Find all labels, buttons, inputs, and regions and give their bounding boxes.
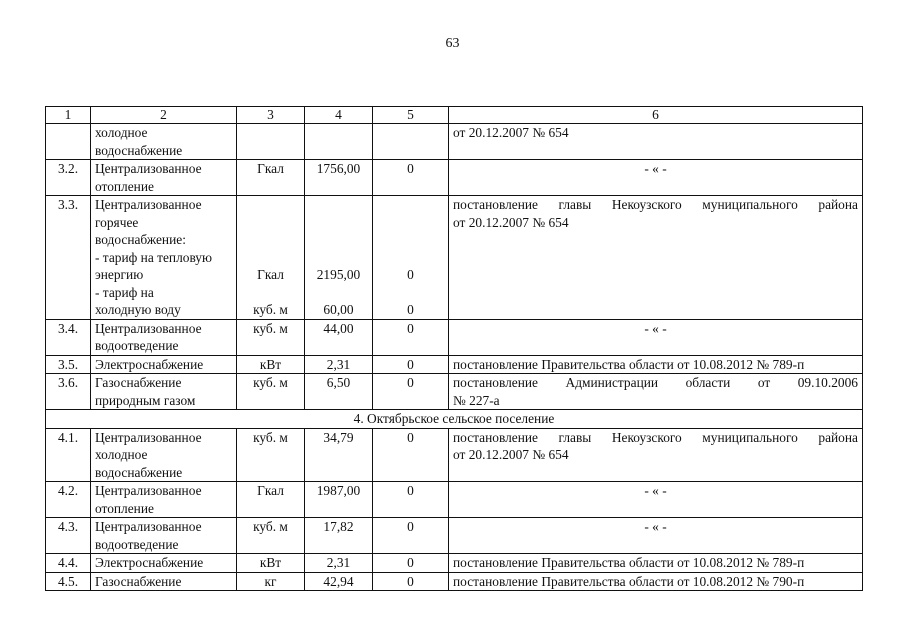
- row-number: 4.3.: [46, 518, 91, 554]
- legal-basis: [449, 374, 863, 410]
- unit-of-measure-line: [241, 231, 300, 249]
- unit-of-measure-line: куб. м: [253, 302, 288, 317]
- legal-basis: [449, 572, 863, 591]
- legal-basis: [449, 319, 863, 355]
- service-name-line: Газоснабжение: [95, 573, 182, 589]
- service-name-line: холодное: [95, 125, 148, 140]
- legal-basis-line: постановление главы Некоузского муниципального района: [453, 197, 858, 212]
- rate-value-line: 0: [407, 161, 414, 176]
- header-cell-3: 3: [237, 107, 305, 124]
- service-name-line: водоотведение: [95, 536, 179, 552]
- rate-value: [373, 482, 449, 518]
- rate-value-line: 0: [407, 302, 414, 317]
- service-name-line: Централизованное: [95, 197, 202, 212]
- table-row: [46, 196, 863, 320]
- consumption-value-line: [309, 284, 368, 302]
- legal-basis-line: - « -: [644, 519, 667, 534]
- consumption-value: [305, 160, 373, 196]
- header-cell-5: 5: [373, 107, 449, 124]
- rate-value-line: 0: [407, 483, 414, 498]
- unit-of-measure: [237, 572, 305, 591]
- legal-basis: [449, 124, 863, 160]
- rate-value: [373, 124, 449, 160]
- legal-basis-line: постановление главы Некоузского муниципального района: [453, 429, 858, 445]
- service-name-line: Централизованное: [95, 483, 202, 498]
- rate-value-line: 0: [407, 356, 414, 372]
- table-row: [46, 572, 863, 591]
- consumption-value-line: [309, 214, 368, 232]
- header-cell-4: 4: [305, 107, 373, 124]
- consumption-value-line: 1756,00: [316, 161, 361, 176]
- unit-of-measure-line: Гкал: [257, 483, 284, 498]
- legal-basis-line: постановление Правительства области от 10.08.2012 № 790-п: [453, 573, 805, 589]
- legal-basis: [449, 482, 863, 518]
- unit-of-measure: [237, 518, 305, 554]
- legal-basis: [449, 518, 863, 554]
- table-row: [46, 374, 863, 410]
- service-name-line: природным газом: [95, 392, 196, 408]
- unit-of-measure-line: кВт: [259, 356, 282, 372]
- consumption-value-line: 17,82: [323, 519, 354, 534]
- rate-value-line: [377, 284, 444, 302]
- unit-of-measure: [237, 482, 305, 518]
- service-name: [91, 572, 237, 591]
- legal-basis-line: - « -: [644, 483, 667, 498]
- unit-of-measure: [237, 160, 305, 196]
- consumption-value-line: 2,31: [326, 356, 351, 372]
- rate-value-line: 0: [407, 429, 414, 445]
- row-number: 3.3.: [46, 196, 91, 320]
- unit-of-measure-line: кг: [264, 573, 277, 589]
- consumption-value: [305, 374, 373, 410]
- rate-value: [373, 518, 449, 554]
- row-number: 3.2.: [46, 160, 91, 196]
- consumption-value: [305, 319, 373, 355]
- rate-value-line: [377, 196, 444, 214]
- rate-value: [373, 374, 449, 410]
- rate-value-line: 0: [407, 375, 414, 390]
- consumption-value-line: 34,79: [323, 429, 354, 445]
- consumption-value: [305, 428, 373, 482]
- rate-value-line: 0: [407, 573, 414, 589]
- header-cell-1: 1: [46, 107, 91, 124]
- legal-basis-line: постановление Правительства области от 10.08.2012 № 789-п: [453, 356, 805, 372]
- rate-value: [373, 319, 449, 355]
- service-name-line: горячее: [95, 214, 139, 230]
- consumption-value-line: 60,00: [323, 302, 354, 317]
- service-name-line: отопление: [95, 178, 154, 194]
- service-name-line: Централизованное: [95, 519, 202, 534]
- row-number: 4.2.: [46, 482, 91, 518]
- consumption-value-line: 6,50: [326, 375, 351, 390]
- service-name-line: Электроснабжение: [95, 356, 204, 372]
- rate-value-line: 0: [407, 519, 414, 534]
- row-number: 4.1.: [46, 428, 91, 482]
- consumption-value-line: 1987,00: [316, 483, 361, 498]
- consumption-value-line: 44,00: [323, 320, 354, 336]
- legal-basis: [449, 554, 863, 573]
- consumption-value: [305, 196, 373, 320]
- consumption-value-line: 2,31: [326, 555, 351, 570]
- service-name-line: Централизованное: [95, 429, 202, 445]
- consumption-value: [305, 482, 373, 518]
- table-row: [46, 160, 863, 196]
- row-number: 3.6.: [46, 374, 91, 410]
- consumption-value: [305, 518, 373, 554]
- unit-of-measure: [237, 319, 305, 355]
- rate-value-line: 0: [407, 320, 414, 336]
- unit-of-measure: [237, 196, 305, 320]
- row-number: [46, 124, 91, 160]
- table-row: [46, 428, 863, 482]
- unit-of-measure-line: [241, 124, 300, 142]
- row-number: 3.4.: [46, 319, 91, 355]
- legal-basis: [449, 160, 863, 196]
- service-name-line: холодное: [95, 447, 148, 462]
- legal-basis-line: № 227-а: [453, 392, 500, 408]
- legal-basis: [449, 428, 863, 482]
- legal-basis-line: от 20.12.2007 № 654: [453, 447, 569, 462]
- table-header-row: [46, 107, 863, 124]
- unit-of-measure: [237, 554, 305, 573]
- service-name-line: Централизованное: [95, 320, 202, 336]
- consumption-value: [305, 355, 373, 374]
- row-number: 3.5.: [46, 355, 91, 374]
- unit-of-measure-line: Гкал: [257, 267, 284, 282]
- table-row: [46, 355, 863, 374]
- unit-of-measure-line: [241, 284, 300, 302]
- service-name: [91, 196, 237, 320]
- service-name-line: отопление: [95, 500, 154, 516]
- service-name: [91, 374, 237, 410]
- page-number: 63: [445, 36, 460, 51]
- header-cell-6: 6: [449, 107, 863, 124]
- consumption-value-line: [309, 124, 368, 142]
- unit-of-measure-line: кВт: [259, 555, 282, 570]
- rate-value-line: [377, 214, 444, 232]
- unit-of-measure-line: [241, 214, 300, 232]
- unit-of-measure-line: Гкал: [257, 161, 284, 176]
- section-title: 4. Октябрьское сельское поселение: [46, 410, 863, 429]
- rate-value: [373, 428, 449, 482]
- service-name: [91, 355, 237, 374]
- legal-basis-line: постановление Администрации области от 09.10.2006: [453, 375, 858, 390]
- consumption-value-line: [309, 231, 368, 249]
- legal-basis: [449, 196, 863, 320]
- rate-value-line: 0: [407, 267, 414, 282]
- service-name: [91, 428, 237, 482]
- unit-of-measure-line: [241, 196, 300, 214]
- rate-value-line: [377, 249, 444, 267]
- consumption-value-line: 42,94: [323, 573, 354, 589]
- service-name-line: водоснабжение: [95, 142, 183, 158]
- table-row: [46, 482, 863, 518]
- service-name: [91, 319, 237, 355]
- service-name-line: водоснабжение:: [95, 232, 186, 247]
- service-name-line: Централизованное: [95, 161, 202, 176]
- rate-value-line: [377, 124, 444, 142]
- service-name-line: Газоснабжение: [95, 375, 182, 390]
- consumption-value-line: 2195,00: [316, 267, 361, 282]
- rate-value: [373, 196, 449, 320]
- service-name: [91, 518, 237, 554]
- table-row: [46, 518, 863, 554]
- unit-of-measure-line: куб. м: [253, 429, 288, 445]
- table-row: [46, 124, 863, 160]
- legal-basis-line: от 20.12.2007 № 654: [453, 214, 569, 230]
- service-name-line: - тариф на тепловую: [95, 249, 213, 265]
- service-name-line: водоотведение: [95, 338, 179, 353]
- rate-value-line: 0: [407, 555, 414, 570]
- row-number: 4.5.: [46, 572, 91, 591]
- unit-of-measure: [237, 428, 305, 482]
- consumption-value-line: [309, 249, 368, 267]
- service-name-line: водоснабжение: [95, 464, 183, 480]
- consumption-value-line: [309, 196, 368, 214]
- legal-basis-line: - « -: [644, 161, 667, 176]
- service-name-line: Электроснабжение: [95, 555, 204, 570]
- tariff-table-body: [46, 107, 863, 591]
- service-name: [91, 124, 237, 160]
- service-name-line: холодную воду: [95, 302, 181, 317]
- service-name-line: - тариф на: [95, 284, 154, 300]
- service-name: [91, 554, 237, 573]
- unit-of-measure-line: куб. м: [253, 320, 288, 336]
- unit-of-measure: [237, 374, 305, 410]
- unit-of-measure: [237, 124, 305, 160]
- service-name: [91, 160, 237, 196]
- unit-of-measure-line: [241, 249, 300, 267]
- unit-of-measure-line: куб. м: [253, 375, 288, 390]
- consumption-value: [305, 572, 373, 591]
- table-row: [46, 319, 863, 355]
- tariff-table: [45, 106, 863, 591]
- consumption-value: [305, 554, 373, 573]
- rate-value: [373, 572, 449, 591]
- service-name: [91, 482, 237, 518]
- row-number: 4.4.: [46, 554, 91, 573]
- legal-basis-line: - « -: [644, 320, 667, 336]
- rate-value: [373, 554, 449, 573]
- table-row: [46, 554, 863, 573]
- legal-basis: [449, 355, 863, 374]
- unit-of-measure-line: куб. м: [253, 519, 288, 534]
- rate-value-line: [377, 231, 444, 249]
- unit-of-measure: [237, 355, 305, 374]
- section-row: [46, 410, 863, 429]
- consumption-value: [305, 124, 373, 160]
- header-cell-2: 2: [91, 107, 237, 124]
- legal-basis-line: от 20.12.2007 № 654: [453, 125, 569, 140]
- rate-value: [373, 160, 449, 196]
- legal-basis-line: постановление Правительства области от 10.08.2012 № 789-п: [453, 555, 805, 570]
- service-name-line: энергию: [95, 267, 144, 282]
- rate-value: [373, 355, 449, 374]
